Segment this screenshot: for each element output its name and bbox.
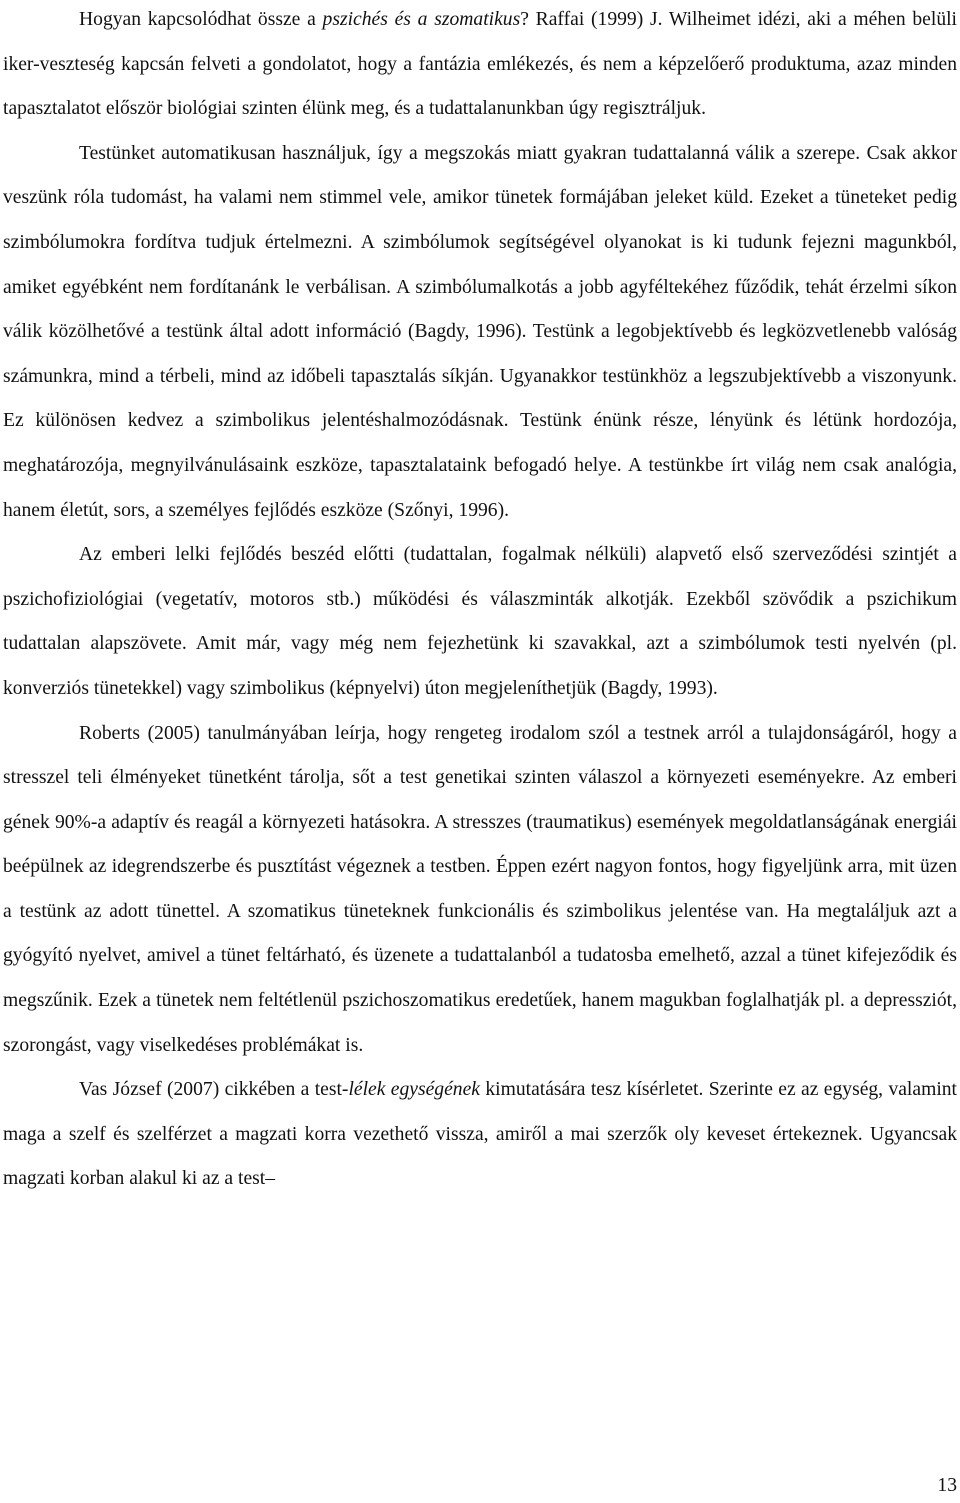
paragraph-2-text: Testünket automatikusan használjuk, így a megszokás miatt gyakran tudattalanná válik a szerepe. Csak akkor veszünk róla tudomást, ha valami nem stimmel vele, amikor tünetek formájában jeleket küld. Ezeket a tüneteket pedig szimbólumokra fordítva tudjuk értelmezni. A szimbólumok segítségével olyanokat is ki tudunk fejezni magunkból, amiket egyébként nem fordítanánk le verbálisan. A szimbólumalkotás a jobb agyféltekéhez fűződik, tehát érzelmi síkon válik közölhetővé a testünk által adott információ (Bagdy, 1996). Testünk a legobjektívebb és legközvetlenebb valóság számunkra, mind a térbeli, mind az időbeli tapasztalás síkján. Ugyanakkor testünkhöz a legszubjektívebb a viszonyunk. Ez különösen kedvez a szimbolikus jelentéshalmozódásnak. Testünk énünk része, lényünk és létünk hordozója, meghatározója, megnyilvánulásaink eszköze, tapasztalataink befogadó helye. A testünkbe írt világ nem csak analógia, hanem életút, sors, a személyes fejlődés eszköze (Szőnyi, 1996). bbox=[3, 142, 957, 521]
paragraph-3-text: Az emberi lelki fejlődés beszéd előtti (tudattalan, fogalmak nélküli) alapvető első szerveződési szintjét a pszichofiziológiai (vegetatív, motoros stb.) működési és válaszminták alkotják. Ezekből szövődik a pszichikum tudattalan alapszövete. Amit már, vagy még nem fejezhetünk ki szavakkal, azt a szimbólumok testi nyelvén (pl. konverziós tünetekkel) vagy szimbolikus (képnyelvi) úton megjeleníthetjük (Bagdy, 1993). bbox=[3, 544, 957, 699]
paragraph-2 bbox=[3, 132, 957, 533]
document-page bbox=[3, 0, 957, 1202]
paragraph-1-italic: pszichés és a szomatikus bbox=[322, 9, 521, 30]
paragraph-1-text-a: Hogyan kapcsolódhat össze a bbox=[79, 9, 323, 30]
paragraph-5-italic: lélek egységének bbox=[348, 1079, 480, 1101]
paragraph-4 bbox=[3, 712, 957, 1069]
paragraph-3 bbox=[3, 533, 957, 711]
paragraph-1 bbox=[3, 0, 957, 132]
paragraph-5-text-a: Vas József (2007) cikkében a test- bbox=[79, 1079, 349, 1101]
page-number: 13 bbox=[937, 1475, 957, 1496]
paragraph-5-text-b: kimutatására tesz kísérletet. Szerinte ez az egység, valamint maga a szelf és szelférzet a magzati korra vezethető vissza, amiről a mai szerzők oly keveset értekeznek. Ugyancsak magzati korban alakul ki az a test– bbox=[3, 1079, 957, 1190]
paragraph-4-text: Roberts (2005) tanulmányában leírja, hogy rengeteg irodalom szól a testnek arról a tulajdonságáról, hogy a stresszel teli élményeket tünetként tárolja, sőt a test genetikai szinten válaszol a környezeti eseményekre. Az emberi gének 90%-a adaptív és reagál a környezeti hatásokra. A stresszes (traumatikus) események megoldatlanságának energiái beépülnek az idegrendszerbe és pusztítást végeznek a testben. Éppen ezért nagyon fontos, hogy figyeljünk arra, mit üzen a testünk az adott tünettel. A szomatikus tüneteknek funkcionális és szimbolikus jelentése van. Ha megtaláljuk azt a gyógyító nyelvet, amivel a tünet feltárható, és üzenete a tudattalanból a tudatosba emelhető, azzal a tünet kifejeződik és megszűnik. Ezek a tünetek nem feltétlenül pszichoszomatikus eredetűek, hanem magukban foglalhatják pl. a depressziót, szorongást, vagy viselkedéses problémákat is. bbox=[3, 722, 957, 1056]
paragraph-5 bbox=[3, 1068, 957, 1202]
paragraph-1-text-b: ? Raffai (1999) J. Wilheimet idézi, aki a méhen belüli iker-veszteség kapcsán felveti a gondolatot, hogy a fantázia emlékezés, és nem a képzelőerő produktuma, azaz minden tapasztalatot először biológiai szinten élünk meg, és a tudattalanunkban úgy regisztráljuk. bbox=[3, 9, 958, 120]
